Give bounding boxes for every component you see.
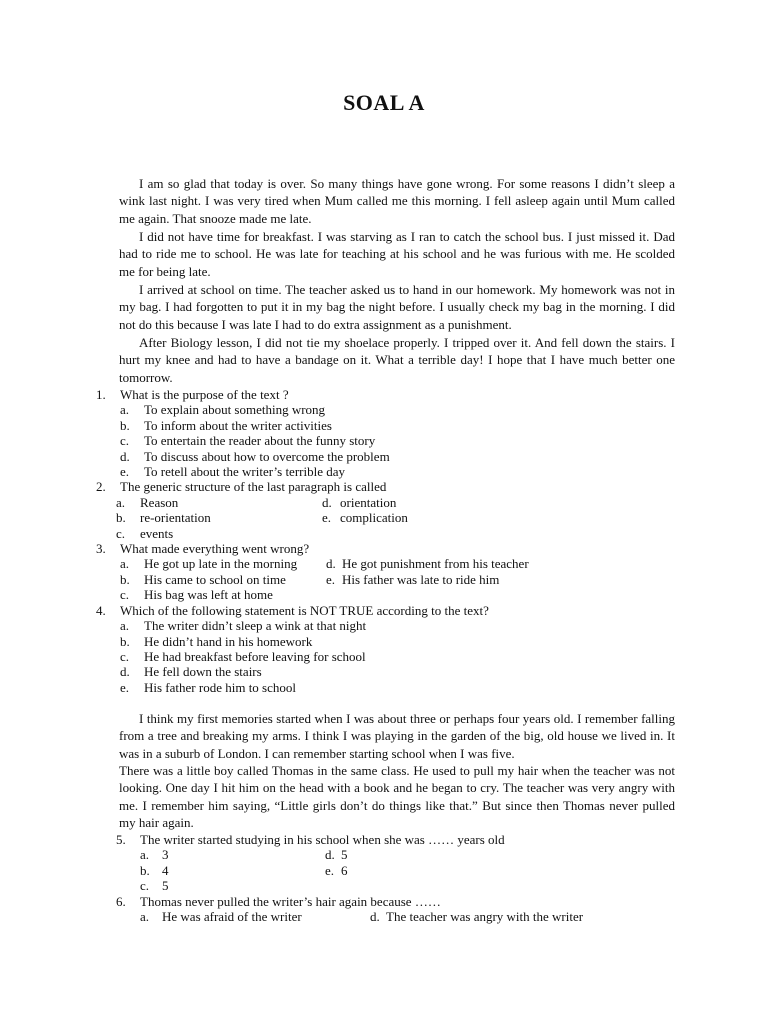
option[interactable] [120, 572, 326, 587]
question-number: 6. [116, 893, 126, 909]
option[interactable] [140, 909, 370, 924]
option-text: He got punishment from his teacher [342, 556, 529, 572]
option-text: His father rode him to school [144, 679, 296, 695]
option-letter: a. [140, 847, 150, 863]
option-letter: d. [120, 664, 130, 680]
question-number: 4. [96, 602, 106, 618]
question-6 [116, 894, 676, 925]
option-letter: d. [322, 494, 332, 510]
option[interactable] [96, 649, 656, 664]
option-text: orientation [340, 494, 397, 510]
option[interactable] [96, 634, 656, 649]
question-4 [96, 603, 656, 695]
option-text: To entertain the reader about the funny story [144, 433, 376, 449]
option-text: He didn’t hand in his homework [144, 633, 313, 649]
option[interactable] [96, 680, 656, 695]
question-3 [96, 541, 656, 603]
option-letter: e. [326, 571, 336, 587]
option-text: 5 [162, 878, 169, 894]
question-text: Which of the following statement is NOT TRUE according to the text? [120, 602, 489, 618]
passage2-paragraph-2: There was a little boy called Thomas in the same class. He used to pull my hair when the teacher was not looking. One day I hit him on the head with a book and he began to cry. The teacher was very angry with me. I remember him saying, “Little girls don’t do things like that.” But since then Thomas never pulled my hair again. [119, 763, 675, 831]
question-number: 5. [116, 832, 126, 847]
option-letter: c. [140, 878, 150, 894]
option[interactable] [96, 449, 656, 464]
option-letter: a. [120, 556, 130, 572]
option-text: His came to school on time [144, 571, 286, 587]
question-number: 1. [96, 387, 106, 402]
option[interactable] [116, 526, 322, 541]
option-letter: c. [120, 433, 130, 449]
option-letter: d. [326, 556, 336, 572]
option-letter: b. [120, 417, 130, 433]
passage1-paragraph-2: I did not have time for breakfast. I was starving as I ran to catch the school bus. I just missed it. Dad had to ride me to school. He was late for teaching at his school and he was furious with me. He scolded me for being late. [119, 229, 675, 279]
option-text: To explain about something wrong [144, 402, 326, 418]
option-letter: d. [120, 448, 130, 464]
option-text: To inform about the writer activities [144, 417, 332, 433]
question-list-1 [96, 387, 656, 695]
option[interactable] [140, 878, 325, 893]
question-text: The generic structure of the last paragraph is called [120, 479, 387, 495]
option-text: To discuss about how to overcome the problem [144, 448, 390, 464]
question-text: Thomas never pulled the writer’s hair again because …… [140, 893, 441, 909]
question-text: The writer started studying in his school when she was …… years old [140, 832, 505, 847]
option-text: His father was late to ride him [342, 571, 500, 587]
option-text: 5 [341, 847, 348, 863]
option[interactable] [96, 418, 656, 433]
option-letter: c. [116, 525, 126, 541]
option-text: The writer didn’t sleep a wink at that night [144, 618, 367, 634]
question-2 [96, 479, 656, 541]
option[interactable] [322, 510, 408, 525]
page-title: SOAL A [343, 90, 425, 115]
question-number: 3. [96, 541, 106, 557]
option[interactable] [140, 847, 325, 862]
option[interactable] [96, 464, 656, 479]
question-number: 2. [96, 479, 106, 495]
question-5 [116, 832, 676, 894]
option-text: Reason [140, 494, 179, 510]
option[interactable] [120, 587, 326, 602]
option[interactable] [140, 863, 325, 878]
option[interactable] [325, 863, 348, 878]
option[interactable] [96, 618, 656, 633]
option-text: He was afraid of the writer [162, 909, 302, 925]
option-letter: c. [120, 648, 130, 664]
option[interactable] [326, 556, 529, 571]
question-text: What is the purpose of the text ? [120, 387, 289, 402]
option-text: He fell down the stairs [144, 664, 262, 680]
option-text: 3 [162, 847, 169, 863]
question-text: What made everything went wrong? [120, 541, 310, 557]
question-list-2 [116, 832, 676, 924]
option-text: events [140, 525, 174, 541]
option-text: He had breakfast before leaving for school [144, 648, 366, 664]
option-letter: e. [120, 464, 130, 480]
option-letter: b. [116, 510, 126, 526]
option[interactable] [96, 402, 656, 417]
option-letter: a. [116, 494, 126, 510]
option-letter: a. [120, 618, 130, 634]
option[interactable] [116, 495, 322, 510]
option-text: complication [340, 510, 408, 526]
option-letter: d. [370, 909, 380, 925]
option-text: 4 [162, 862, 169, 878]
option-letter: b. [120, 571, 130, 587]
option-letter: c. [120, 587, 130, 603]
option-text: He got up late in the morning [144, 556, 298, 572]
option-letter: e. [325, 862, 335, 878]
option[interactable] [96, 664, 656, 679]
option-letter: a. [140, 909, 150, 925]
option[interactable] [120, 556, 326, 571]
option-letter: e. [120, 679, 130, 695]
option[interactable] [96, 433, 656, 448]
option[interactable] [325, 847, 348, 862]
option-letter: d. [325, 847, 335, 863]
option-letter: e. [322, 510, 332, 526]
option-text: re-orientation [140, 510, 211, 526]
passage1-paragraph-3: I arrived at school on time. The teacher asked us to hand in our homework. My homework was not in my bag. I had forgotten to put it in my bag the night before. I usually check my bag in the morning. I did not do this because I was late I had to do extra assignment as a punishment. [119, 282, 675, 332]
option-letter: a. [120, 402, 130, 418]
option-letter: b. [140, 862, 150, 878]
option-text: His bag was left at home [144, 587, 273, 603]
option[interactable] [116, 510, 322, 525]
question-1 [96, 387, 656, 479]
option[interactable] [370, 909, 583, 924]
option-text: To retell about the writer’s terrible day [144, 464, 345, 480]
passage1-paragraph-4: After Biology lesson, I did not tie my shoelace properly. I tripped over it. And fell down the stairs. I hurt my knee and had to have a bandage on it. What a terrible day! I hope that I have much better one tomorrow. [119, 335, 675, 385]
option-text: 6 [341, 862, 348, 878]
passage1-paragraph-1: I am so glad that today is over. So many things have gone wrong. For some reasons I didn’t sleep a wink last night. I was very tired when Mum called me this morning. I fell asleep again until Mum called me again. That snooze made me late. [119, 176, 675, 226]
option[interactable] [322, 495, 396, 510]
option-text: The teacher was angry with the writer [386, 909, 584, 925]
passage2-paragraph-1: I think my first memories started when I was about three or perhaps four years old. I remember falling from a tree and breaking my arms. I think I was playing in the garden of the big, old house we lived in. It was in a suburb of London. I can remember starting school when I was five. [119, 711, 675, 761]
option[interactable] [326, 572, 499, 587]
option-letter: b. [120, 633, 130, 649]
